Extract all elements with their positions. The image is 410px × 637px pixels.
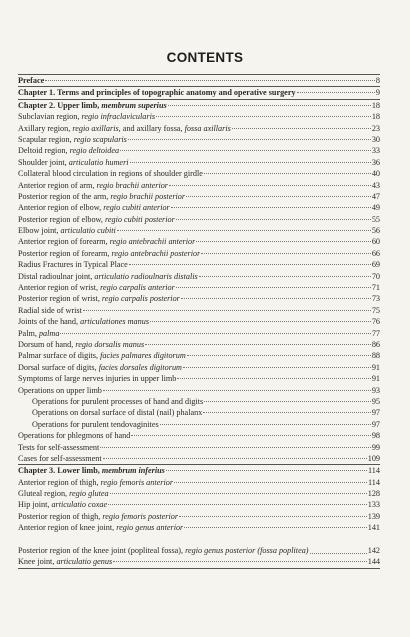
toc-entry-text: Elbow joint, [18, 226, 61, 236]
dot-leader [204, 173, 371, 174]
toc-entry-title [18, 350, 186, 361]
toc-entry-title [18, 339, 144, 350]
toc-entry-latin: facies palmares digitorum [100, 351, 186, 361]
toc-entry[interactable] [18, 293, 380, 304]
toc-entry[interactable] [18, 168, 380, 179]
toc-entry-text: Chapter 3. Lower limb, [18, 466, 102, 476]
toc-entry-title [18, 499, 107, 510]
toc-entry-title [18, 180, 168, 191]
toc-entry-title [18, 293, 180, 304]
toc-entry-text: Axillary region, [18, 123, 73, 133]
toc-entry[interactable] [18, 430, 380, 441]
toc-entry-text: Symptoms of large nerves injuries in upper limb [18, 374, 177, 384]
dot-leader [196, 241, 371, 242]
toc-entry-title [18, 236, 195, 247]
toc-page-number: 30 [371, 134, 380, 144]
page-title: CONTENTS [166, 50, 244, 65]
toc-entry-text: Anterior region of wrist, [18, 283, 101, 293]
toc-entry-title [18, 328, 59, 339]
toc-entry-title [18, 100, 167, 111]
toc-entry[interactable] [18, 225, 380, 236]
dot-leader [128, 139, 371, 140]
toc-entry[interactable] [18, 477, 380, 488]
toc-page-number: 133 [367, 500, 380, 510]
dot-leader [179, 516, 367, 517]
toc-page-number: 142 [367, 546, 380, 556]
toc-entry-text: Chapter 1. Terms and principles of topographic anatomy and operative surgery [18, 88, 296, 98]
toc-page-number: 109 [367, 453, 380, 463]
toc-entry[interactable] [18, 488, 380, 499]
dot-leader [110, 493, 367, 494]
toc-entry-title [18, 87, 296, 98]
toc-entry-title [18, 157, 129, 168]
table-of-contents [18, 74, 380, 569]
dot-leader [297, 92, 375, 93]
toc-page-number: 73 [371, 294, 380, 304]
toc-page-number: 70 [371, 271, 380, 281]
dot-leader [60, 333, 370, 334]
toc-entry-text: Operations for purulent tendovaginites [32, 419, 159, 429]
toc-entry-latin: regio brachii anterior [96, 180, 168, 190]
toc-entry-text: Knee joint, [18, 557, 57, 567]
toc-entry-latin: regio genus anterior [116, 523, 184, 533]
toc-entry[interactable] [18, 407, 380, 418]
toc-entry[interactable] [18, 145, 380, 156]
toc-entry-text: Cases for self-assessment [18, 453, 102, 463]
dot-leader [204, 401, 371, 402]
toc-entry-title [32, 407, 202, 418]
toc-entry-title [18, 191, 185, 202]
toc-entry-latin: regio antebrachii anterior [109, 237, 196, 247]
toc-entry[interactable] [18, 259, 380, 270]
toc-entry-text: Collateral blood circulation in regions of shoulder girdle [18, 169, 203, 179]
toc-entry-latin: regio genus posterior (fossa poplitea) [185, 546, 309, 556]
toc-page-number: 43 [371, 180, 380, 190]
toc-entry-title [18, 556, 112, 567]
toc-entry-text: Shoulder joint, [18, 157, 69, 167]
toc-entry-latin: regio femoris posterior [102, 511, 179, 521]
toc-page-number: 56 [371, 226, 380, 236]
toc-page-number: 91 [371, 362, 380, 372]
toc-page-number: 18 [371, 100, 380, 110]
toc-page-number: 8 [375, 76, 380, 85]
dot-leader [181, 298, 371, 299]
toc-entry[interactable] [18, 385, 380, 396]
toc-page-number: 114 [368, 466, 380, 476]
dot-leader [171, 207, 371, 208]
dot-leader [103, 458, 367, 459]
toc-entry-latin: membrum inferius [101, 466, 165, 476]
toc-entry[interactable] [18, 75, 380, 86]
toc-entry-text: Operations on upper limb [18, 385, 102, 395]
toc-entry-title [18, 123, 231, 134]
toc-entry-title [18, 545, 309, 556]
toc-entry-text: Posterior region of forearm, [18, 248, 112, 258]
toc-entry-title [18, 282, 175, 293]
toc-entry-title [18, 453, 102, 464]
toc-entry-text: Anterior region of thigh, [18, 477, 101, 487]
toc-page-number: 97 [371, 408, 380, 418]
toc-entry-text: Hip joint, [18, 500, 52, 510]
toc-section [18, 464, 380, 568]
toc-page-number: 93 [371, 385, 380, 395]
toc-page-number: 23 [371, 123, 380, 133]
toc-entry-text: Palmar surface of digits, [18, 351, 101, 361]
toc-entry[interactable] [18, 362, 380, 373]
dot-leader [160, 424, 371, 425]
toc-entry[interactable] [18, 134, 380, 145]
dot-leader [176, 287, 371, 288]
toc-entry-text: Posterior region of wrist, [18, 294, 102, 304]
toc-entry[interactable] [18, 157, 380, 168]
toc-page-number: 141 [367, 523, 380, 533]
toc-entry-title [18, 202, 170, 213]
dot-leader [186, 196, 371, 197]
toc-entry-latin: regio dorsalis manus [75, 339, 145, 349]
toc-page-number: 40 [371, 169, 380, 179]
toc-page-number: 71 [371, 283, 380, 293]
toc-entry[interactable] [18, 453, 380, 464]
dot-leader [177, 378, 370, 379]
toc-entry-title [18, 145, 119, 156]
toc-entry-latin: facies dorsales digitorum [98, 362, 182, 372]
toc-entry-text: Dorsal surface of digits, [18, 362, 99, 372]
toc-entry-text: Operations for purulent processes of hand and digits [32, 396, 204, 406]
toc-entry-text: Scapular region, [18, 134, 74, 144]
toc-entry-latin: regio antebrachii posterior [111, 248, 201, 258]
toc-entry-latin: regio deltoidea [69, 146, 120, 156]
toc-entry-text: Posterior region of elbow, [18, 214, 106, 224]
toc-entry-latin: regio cubiti anterior [103, 203, 170, 213]
toc-entry[interactable] [18, 100, 380, 111]
toc-entry-title [18, 362, 182, 373]
toc-page-number: 77 [371, 328, 380, 338]
dot-leader [150, 321, 371, 322]
toc-page-number: 98 [371, 431, 380, 441]
dot-leader [120, 150, 371, 151]
toc-entry-latin: regio cubiti posterior [105, 214, 175, 224]
toc-entry-text: Joints of the hand, [18, 317, 81, 327]
toc-entry-text: Anterior region of knee joint, [18, 523, 117, 533]
toc-entry-text: Preface [18, 76, 45, 85]
toc-page-number: 86 [371, 339, 380, 349]
toc-entry[interactable] [18, 419, 380, 430]
toc-entry[interactable] [18, 522, 380, 533]
dot-leader [199, 276, 371, 277]
toc-entry-text: Operations for phlegmons of hand [18, 431, 131, 441]
toc-entry-title [18, 259, 128, 270]
toc-entry[interactable] [18, 350, 380, 361]
toc-entry-title [18, 75, 44, 86]
toc-entry[interactable] [18, 214, 380, 225]
toc-entry-latin: regio brachii posterior [110, 191, 186, 201]
dot-leader [156, 116, 371, 117]
toc-entry-title [18, 430, 130, 441]
toc-entry-latin: articulatio radioulnaris distalis [94, 271, 198, 281]
toc-entry-latin: regio carpalis posterior [101, 294, 180, 304]
toc-entry-title [18, 385, 102, 396]
toc-entry-title [18, 225, 116, 236]
toc-page-number: 47 [371, 191, 380, 201]
toc-entry-latin: regio femoris anterior [100, 477, 174, 487]
dot-leader [183, 367, 371, 368]
dot-leader [129, 264, 371, 265]
toc-entry-latin: articulationes manus [80, 317, 150, 327]
toc-entry-latin: membrum superius [101, 100, 167, 110]
toc-entry[interactable] [18, 271, 380, 282]
toc-entry-latin: regio glutea [69, 489, 109, 499]
toc-entry-title [32, 396, 203, 407]
toc-page-number: 18 [371, 112, 380, 122]
toc-entry[interactable] [18, 442, 380, 453]
toc-entry[interactable] [18, 316, 380, 327]
toc-section [18, 86, 380, 98]
toc-entry-text: Anterior region of forearm, [18, 237, 110, 247]
toc-entry-title [18, 316, 149, 327]
toc-page-number: 69 [371, 260, 380, 270]
toc-page-number: 95 [371, 396, 380, 406]
dot-leader [45, 80, 375, 81]
dot-leader [310, 553, 367, 554]
toc-entry-latin: palma [38, 328, 60, 338]
dot-leader [201, 253, 371, 254]
toc-page-number: 36 [371, 157, 380, 167]
toc-entry-latin: regio scapularis [73, 134, 127, 144]
toc-entry-text: Anterior region of elbow, [18, 203, 104, 213]
toc-entry-text: , and axillary fossa, [118, 123, 185, 133]
toc-entry-text: Operations on dorsal surface of distal (nail) phalanx [32, 408, 203, 418]
toc-page-number: 91 [371, 374, 380, 384]
toc-entry-text: Distal radioulnar joint, [18, 271, 95, 281]
toc-entry-title [18, 465, 165, 476]
toc-entry-title [18, 111, 155, 122]
toc-entry[interactable] [18, 511, 380, 522]
toc-entry-title [18, 134, 127, 145]
dot-leader [166, 470, 367, 471]
toc-entry[interactable] [18, 191, 380, 202]
toc-entry-latin: articulatio coxae [51, 500, 108, 510]
toc-entry-title [18, 511, 178, 522]
dot-leader [130, 162, 371, 163]
toc-page-number: 144 [367, 557, 380, 567]
toc-entry-title [18, 373, 176, 384]
toc-entry[interactable] [18, 328, 380, 339]
toc-entry-latin: articulatio cubiti [60, 226, 116, 236]
dot-leader [117, 230, 371, 231]
dot-leader [113, 561, 367, 562]
toc-entry-text: Dorsum of hand, [18, 339, 76, 349]
toc-page-number: 60 [371, 237, 380, 247]
toc-entry[interactable] [18, 556, 380, 567]
toc-entry-latin: articulatio humeri [68, 157, 129, 167]
toc-entry-title [18, 214, 175, 225]
toc-entry-latin: fossa axillaris [184, 123, 231, 133]
dot-leader [169, 185, 371, 186]
toc-page-number: 33 [371, 146, 380, 156]
toc-entry[interactable] [18, 396, 380, 407]
toc-entry-latin: regio carpalis anterior [100, 283, 175, 293]
dot-leader [184, 527, 366, 528]
toc-page-number: 114 [368, 477, 380, 487]
toc-entry-title [18, 477, 173, 488]
toc-entry-text: Gluteal region, [18, 489, 70, 499]
toc-entry[interactable] [18, 305, 380, 316]
toc-entry[interactable] [18, 465, 380, 476]
toc-entry-text: Palm, [18, 328, 39, 338]
toc-entry-text: Posterior region of thigh, [18, 511, 103, 521]
toc-entry-title [18, 488, 109, 499]
toc-entry-text: Radius Fractures in Typical Place [18, 260, 128, 270]
toc-entry-latin: regio axillaris [72, 123, 119, 133]
toc-entry-text: Radial side of wrist [18, 305, 82, 315]
toc-page-number: 66 [371, 248, 380, 258]
toc-entry[interactable] [18, 499, 380, 510]
toc-entry[interactable] [18, 180, 380, 191]
toc-entry-latin: regio infraclavicularis [81, 112, 156, 122]
dot-leader [168, 105, 371, 106]
toc-entry[interactable] [18, 534, 380, 557]
toc-page-number: 49 [371, 203, 380, 213]
toc-entry-title [18, 522, 183, 533]
toc-page-number: 88 [371, 351, 380, 361]
toc-entry-text: Subclavian region, [18, 112, 82, 122]
toc-entry-text: Posterior region of the arm, [18, 191, 111, 201]
toc-page-number: 76 [371, 317, 380, 327]
toc-entry-title [18, 305, 82, 316]
toc-page-number: 97 [371, 419, 380, 429]
toc-entry-latin: articulatio genus [56, 557, 113, 567]
dot-leader [145, 344, 371, 345]
toc-entry[interactable] [18, 87, 380, 98]
toc-entry-text: Tests for self-assessment [18, 442, 100, 452]
toc-entry-title [18, 168, 203, 179]
toc-page-number: 55 [371, 214, 380, 224]
dot-leader [131, 435, 370, 436]
dot-leader [203, 412, 371, 413]
toc-entry[interactable] [18, 282, 380, 293]
toc-entry[interactable] [18, 236, 380, 247]
toc-entry[interactable] [18, 373, 380, 384]
toc-entry-text: Chapter 2. Upper limb, [18, 100, 102, 110]
toc-entry-text: Deltoid region, [18, 146, 70, 156]
dot-leader [187, 355, 371, 356]
toc-entry-text: Anterior region of arm, [18, 180, 97, 190]
toc-entry-title [18, 271, 198, 282]
toc-page-number: 75 [371, 305, 380, 315]
toc-entry[interactable] [18, 202, 380, 213]
toc-page-number: 128 [367, 489, 380, 499]
toc-section [18, 99, 380, 465]
toc-entry-title [18, 442, 99, 453]
toc-page-number: 99 [371, 442, 380, 452]
dot-leader [103, 390, 371, 391]
toc-entry[interactable] [18, 339, 380, 350]
toc-entry[interactable] [18, 248, 380, 259]
toc-entry-title [32, 419, 159, 430]
toc-section [18, 75, 380, 86]
dot-leader [83, 310, 371, 311]
dot-leader [100, 447, 371, 448]
dot-leader [108, 504, 367, 505]
toc-page-number: 139 [367, 511, 380, 521]
toc-entry[interactable] [18, 111, 380, 122]
toc-entry[interactable] [18, 123, 380, 134]
dot-leader [174, 482, 367, 483]
toc-page-number: 9 [375, 88, 380, 98]
toc-entry-title [18, 248, 200, 259]
dot-leader [232, 128, 371, 129]
dot-leader [176, 219, 371, 220]
toc-entry-text: Posterior region of the knee joint (popliteal fossa), [18, 546, 186, 556]
